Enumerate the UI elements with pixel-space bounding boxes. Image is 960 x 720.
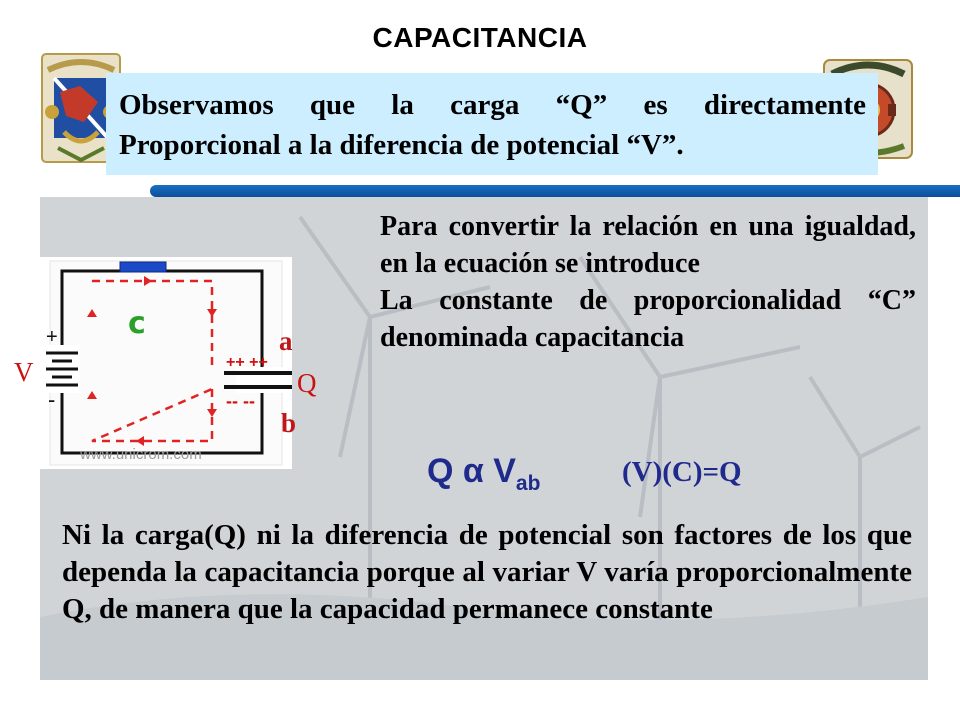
conclusion-paragraph: Ni la carga(Q) ni la diferencia de potencial son factores de los que dependa la capacitancia porque al variar V varía proporcionalmente Q, de manera que la capacidad permanece constante <box>62 519 912 625</box>
explanation-para-1: Para convertir la relación en una igualdad, en la ecuación se introduce <box>380 211 916 279</box>
header-line-1: Observamos que la carga “Q” es directamente <box>119 89 866 121</box>
explanation-para-2: La constante de proporcionalidad “C” denominada capacitancia <box>380 285 916 353</box>
terminal-b-label: b <box>281 408 297 438</box>
title-divider <box>150 185 960 197</box>
battery-icon <box>44 345 80 393</box>
terminal-a-label: a <box>279 326 293 356</box>
header-line-2: Proporcional a la diferencia de potencial “V”. <box>119 129 684 161</box>
svg-text:+: + <box>46 326 58 348</box>
charge-label: Q <box>297 368 317 398</box>
voltage-label: V <box>14 357 34 387</box>
formula-main-text: Q α V <box>427 452 516 490</box>
slide-title: CAPACITANCIA <box>372 22 588 53</box>
formula-subscript: ab <box>515 472 541 495</box>
capacitance-equation: (V)(C)=Q <box>622 456 742 488</box>
circuit-label-c: c <box>128 306 146 341</box>
svg-text:++ ++: ++ ++ <box>226 354 268 371</box>
svg-text:-- --: -- -- <box>226 391 255 411</box>
proportionality-formula <box>427 452 540 496</box>
svg-text:-: - <box>48 387 56 412</box>
circuit-watermark: www.unicrom.com <box>80 446 202 463</box>
header-statement-box <box>106 73 878 175</box>
capacitor-circuit-diagram <box>40 257 292 469</box>
explanation-text <box>380 208 916 356</box>
